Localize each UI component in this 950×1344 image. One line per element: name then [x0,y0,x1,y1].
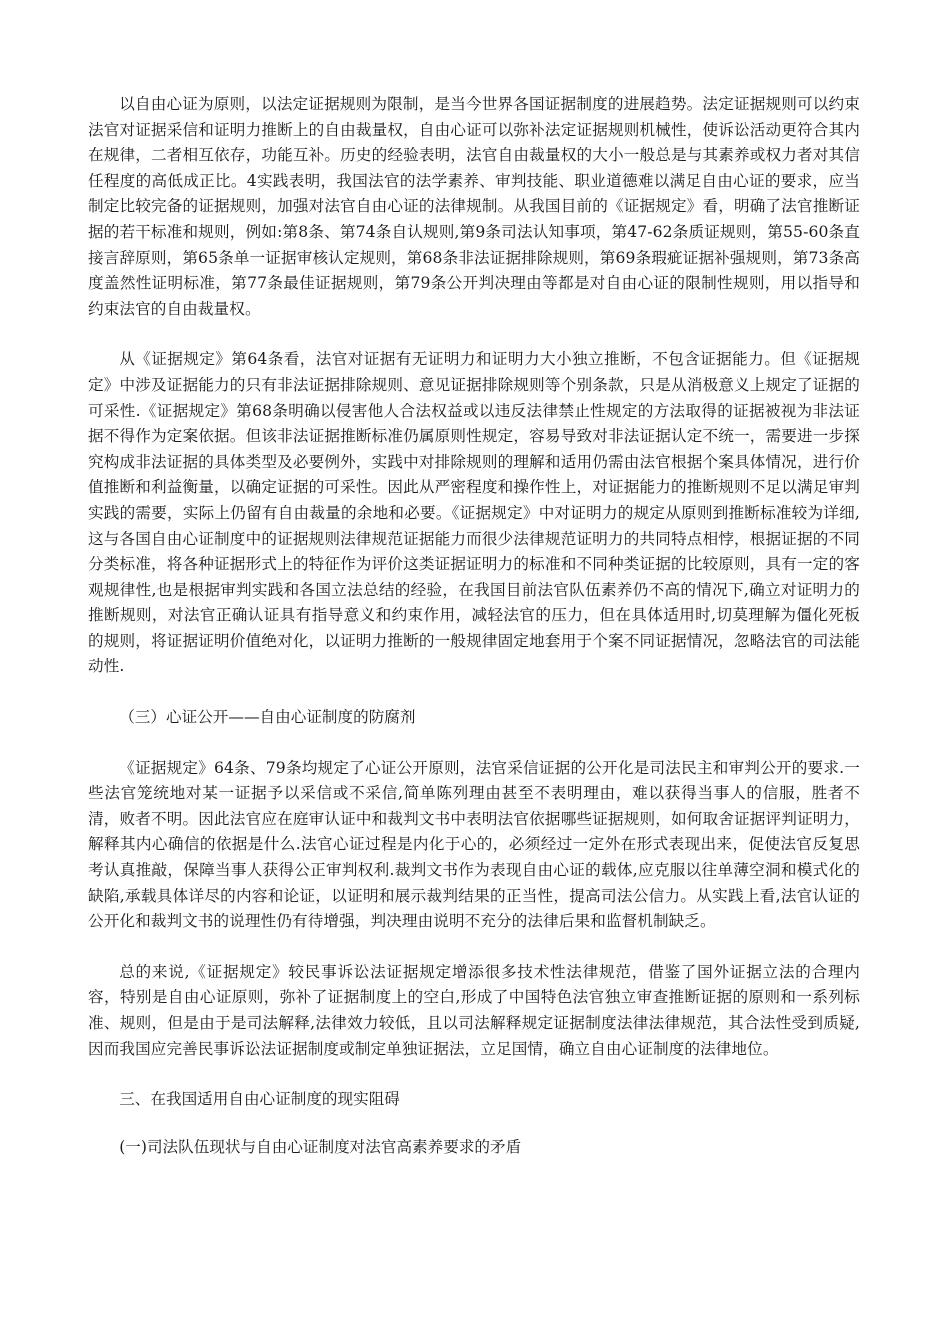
paragraph-gap [88,322,860,347]
subsection-heading-judicial-team: (一)司法队伍现状与自由心证制度对法官高素养要求的矛盾 [119,1137,522,1156]
paragraph-gap [88,731,860,756]
document-page [88,92,860,1160]
chapter-heading-obstacles: 三、在我国适用自由心证制度的现实阻碍 [119,1090,400,1109]
paragraph-free-evaluation-principle: 以自由心证为原则，以法定证据规则为限制，是当今世界各国证据制度的进展趋势。法定证据规则可以约束法官对证据采信和证明力推断上的自由裁量权，自由心证可以弥补法定证据规则机械性，使诉讼活动更符合其内在规律，二者相互依存，功能互补。历史的经验表明，法官自由裁量权的大小一般总是与其素养或权力者对其信任程度的高低成正比。4实践表明，我国法官的法学素养、审判技能、职业道德难以满足自由心证的要求，应当制定比较完备的证据规则，加强对法官自由心证的法律规制。从我国目前的《证据规定》看，明确了法官推断证据的若干标准和规则，例如:第8条、第74条自认规则,第9条司法认知事项，第47-62条质证规则，第55-60条直接言辞原则，第65条单一证据审核认定规则，第68条非法证据排除规则，第69条瑕疵证据补强规则，第73条高度盖然性证明标准，第77条最佳证据规则，第79条公开判决理由等都是对自由心证的限制性规则，用以指导和约束法官的自由裁量权。 [88,95,860,318]
paragraph-disclosure-principle: 《证据规定》64条、79条均规定了心证公开原则，法官采信证据的公开化是司法民主和审判公开的要求.一些法官笼统地对某一证据予以采信或不采信,简单陈列理由甚至不表明理由，难以获得当事人的信服，胜者不清，败者不明。因此法官应在庭审认证中和裁判文书中表明法官依据哪些证据规则，如何取舍证据评判证明力，解释其内心确信的依据是什么.法官心证过程是内化于心的，必须经过一定外在形式表现出来，促使法官反复思考认真推敲，保障当事人获得公正审判权利.裁判文书作为表现自由心证的载体,应克服以往单薄空洞和模式化的缺陷,承载具体详尽的内容和论证，以证明和展示裁判结果的正当性，提高司法公信力。从实践上看,法官认证的公开化和裁判文书的说理性仍有待增强，判决理由说明不充分的法律后果和监督机制缺乏。 [88,758,860,931]
paragraph-summary: 总的来说,《证据规定》较民事诉讼法证据规定增添很多技术性法律规范，借鉴了国外证据立法的合理内容，特别是自由心证原则，弥补了证据制度上的空白,形成了中国特色法官独立审查推断证据的原则和一系列标准、规则，但是由于是司法解释,法律效力较低，且以司法解释规定证据制度法律法律规范，其合法性受到质疑,因而我国应完善民事诉讼法证据制度或制定单独证据法，立足国情，确立自由心证制度的法律地位。 [88,962,860,1058]
paragraph-gap [88,680,860,705]
paragraph-article-64: 从《证据规定》第64条看，法官对证据有无证明力和证明力大小独立推断，不包含证据能力。但《证据规定》中涉及证据能力的只有非法证据排除规则、意见证据排除规则等个别条款，只是从消极意义上规定了证据的可采性.《证据规定》第68条明确以侵害他人合法权益或以违反法律禁止性规定的方法取得的证据被视为非法证据不得作为定案依据。但该非法证据推断标准仍属原则性规定，容易导致对非法证据认定不统一，需要进一步探究构成非法证据的具体类型及必要例外，实践中对排除规则的理解和适用仍需由法官根据个案具体情况，进行价值推断和利益衡量，以确定证据的可采性。因此从严密程度和操作性上，对证据能力的推断规则不足以满足审判实践的需要，实际上仍留有自由裁量的余地和必要。《证据规定》中对证明力的规定从原则到推断标准较为详细,这与各国自由心证制度中的证据规则法律规范证据能力而很少法律规范证明力的共同特点相悖，根据证据的不同分类标准，将各种证据形式上的特征作为评价这类证据证明力的标准和不同种类证据的比较原则，具有一定的客观规律性,也是根据审判实践和各国立法总结的经验，在我国目前法官队伍素养仍不高的情况下,确立对证明力的推断规则，对法官正确认证具有指导意义和约束作用，减轻法官的压力，但在具体适用时,切莫理解为僵化死板的规则，将证据证明价值绝对化，以证明力推断的一般规律固定地套用于个案不同证据情况，忽略法官的司法能动性. [88,350,860,676]
paragraph-gap [88,1062,860,1087]
section-heading-disclosure: （三）心证公开——自由心证制度的防腐剂 [119,708,416,727]
paragraph-gap [88,935,860,960]
paragraph-gap [88,1113,860,1135]
